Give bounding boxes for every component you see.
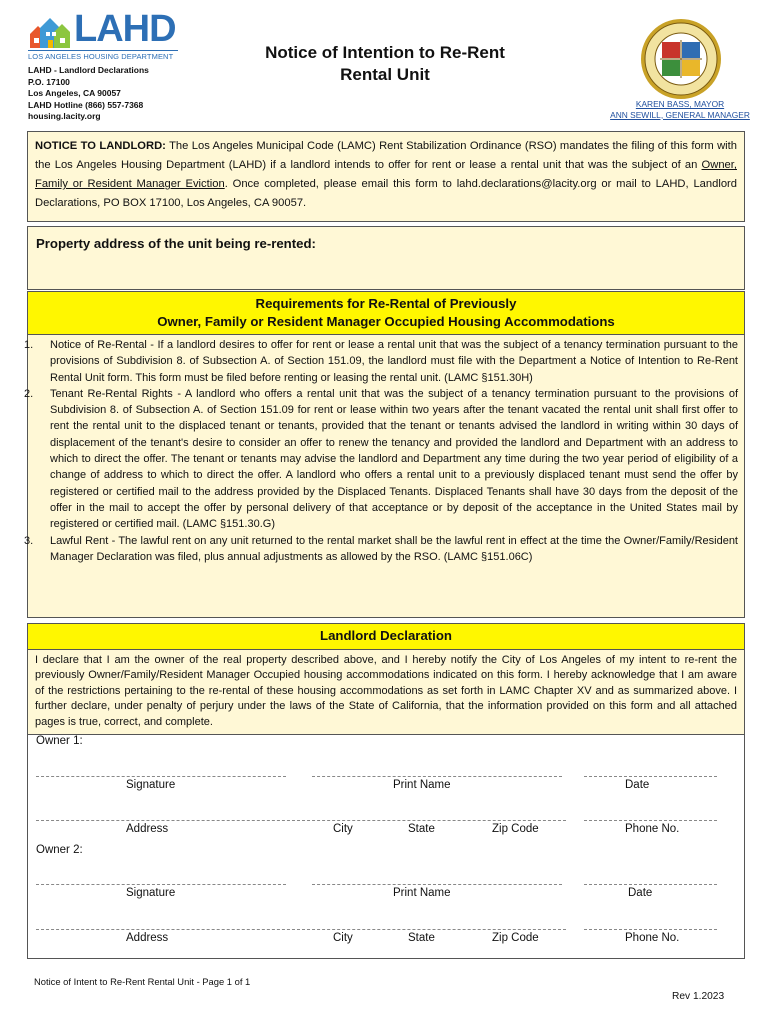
owner-1-print-name-line[interactable] [312,776,562,777]
revision-label: Rev 1.2023 [672,991,725,1002]
notice-box [27,131,745,222]
requirement-number: 3. [24,534,34,547]
requirement-item [24,533,738,566]
property-address-label: Property address of the unit being re-rented: [36,236,316,251]
requirements-subtitle: Owner, Family or Resident Manager Occupied Housing Accommodations [157,314,615,329]
contact-line: housing.lacity.org [28,111,101,122]
owner-2-address-line[interactable] [36,929,566,930]
houses-icon [28,12,72,50]
owner-2-date-line[interactable] [584,884,717,885]
owner-2-phone-line[interactable] [584,929,717,930]
property-address-field[interactable] [27,226,745,290]
owner-2-address-label: Address [126,932,169,944]
owner-1-zip-label: Zip Code [492,823,539,835]
notice-text-end: . Once completed, please email this form to lahd.declarations@lacity.org or mail to LAHD, Landlord Declarations, PO BOX 17100, Los Angeles, CA 90057. [35,178,737,209]
contact-line: Los Angeles, CA 90057 [28,88,121,99]
notice-text: The Los Angeles Municipal Code (LAMC) Rent Stabilization Ordinance (RSO) mandates the filing of this form with the Los Angeles Housing Department (LAHD) if a landlord intends to offer for rent or lease a rental unit that was the subject of an [35,140,737,171]
owner-2-date-label: Date [628,887,653,899]
logo-wordmark: LAHD [74,8,176,50]
owner-1-print-name-label: Print Name [393,779,451,791]
owner-2-label: Owner 2: [36,844,83,856]
mayor-name: KAREN BASS, MAYOR [635,99,725,109]
owner-2-signature-label: Signature [126,887,176,899]
contact-block [28,65,149,123]
owner-1-label: Owner 1: [36,735,83,747]
contact-line: LAHD - Landlord Declarations [28,65,149,75]
owner-1-address-line[interactable] [36,820,566,821]
signature-area [27,735,745,959]
contact-line: LAHD Hotline (866) 557-7368 [28,99,144,110]
notice-label: NOTICE TO LANDLORD: [35,140,166,152]
document-title [215,42,555,86]
requirement-item [24,386,738,533]
owner-1-city-label: City [333,823,353,835]
officials [596,99,764,120]
owner-2-signature-line[interactable] [36,884,286,885]
eviction-link[interactable]: Owner, Family or Resident Manager Eviction [35,159,737,190]
owner-2-zip-label: Zip Code [492,932,539,944]
owner-1-address-label: Address [126,823,169,835]
owner-1-phone-label: Phone No. [625,823,680,835]
requirement-number: 1. [24,339,34,351]
owner-1-signature-line[interactable] [36,776,286,777]
declaration-header: Landlord Declaration [27,623,745,650]
declaration-text: I declare that I am the owner of the real property described above, and I hereby notify the City of Los Angeles of my intent to re-rent the previously Owner/Family/Resident Manager Occupied housing accommodations indicated on this form. I hereby acknowledge that I am aware of the restrictions pertaining to the re-rental of these housing accommodations as set forth in LAMC Chapter XV and as summarized above. I further declare, under penalty of perjury under the laws of the State of California, that the information provided on this form and all attached pages is true, correct, and complete. [27,650,745,735]
requirement-text: Lawful Rent - The lawful rent on any unit returned to the rental market shall be the lawful rent in effect at the time the Owner/Family/Resident Manager Declaration was filed, plus annual adjustments as allowed by the RSO. (LAMC §151.06C) [50,534,738,563]
requirement-text: Tenant Re-Rental Rights - A landlord who offers a rental unit that was the subject of a tenancy termination pursuant to the provisions of Subdivision 8. of Subsection A. of Section 151.09 for rent or lease within two years after the tenant vacated the rental unit shall first offer to rent the rental unit to the displaced tenant or tenants, provided that the tenant or tenants advised the landlord in writing within 30 days of displacement of the tenant's desire to consider an offer to renew the tenancy and provided the landlord and Department with an address to which to direct the offer. The tenant or tenants may advise the landlord and Department any time during the two year period of eligibility of a change of address to which to direct the offer. A landlord who offers a rental unit to a previously displaced tenant must send the offer by registered or certified mail to the address provided by the Displaced Tenants. Displaced Tenants shall have 30 days from the deposit of the offer in the mail to accept the offer by personal delivery of that acceptance or by deposit of the acceptance in the United States mail by registered or certified mail. (LAMC §151.30.G) [50,387,738,531]
logo-subtitle: LOS ANGELES HOUSING DEPARTMENT [28,50,178,61]
owner-2-phone-label: Phone No. [625,932,680,944]
requirement-item [24,337,738,386]
requirement-number: 2. [24,387,34,400]
lahd-logo [28,8,178,61]
owner-1-date-label: Date [625,779,650,791]
owner-1-phone-line[interactable] [584,820,717,821]
requirement-text: Notice of Re-Rental - If a landlord desires to offer for rent or lease a rental unit that was the subject of a tenancy termination pursuant to the provisions of Subdivision 8. of Subsection A. of Section 151.09, the landlord must file with the Department a Notice of Intention to Re-Rent Rental Unit form. This form must be filed before renting or leasing the rental unit. (LAMC §151.30H) [50,339,738,384]
requirements-list [24,335,745,618]
requirements-title: Requirements for Re-Rental of Previously [255,296,517,311]
contact-line: P.O. 17100 [28,76,70,87]
requirements-header [27,291,745,335]
page-footer-label: Notice of Intent to Re-Rent Rental Unit - Page 1 of 1 [34,976,251,987]
owner-1-date-line[interactable] [584,776,717,777]
owner-1-signature-label: Signature [126,779,176,791]
owner-2-city-label: City [333,932,353,944]
owner-2-print-name-line[interactable] [312,884,562,885]
title-line: Notice of Intention to Re-Rent [265,43,505,62]
general-manager-name: ANN SEWILL, GENERAL MANAGER [610,109,750,120]
city-seal-icon [640,18,722,100]
owner-2-print-name-label: Print Name [393,887,451,899]
title-line: Rental Unit [340,65,430,84]
owner-1-state-label: State [408,823,435,835]
owner-2-state-label: State [408,932,435,944]
